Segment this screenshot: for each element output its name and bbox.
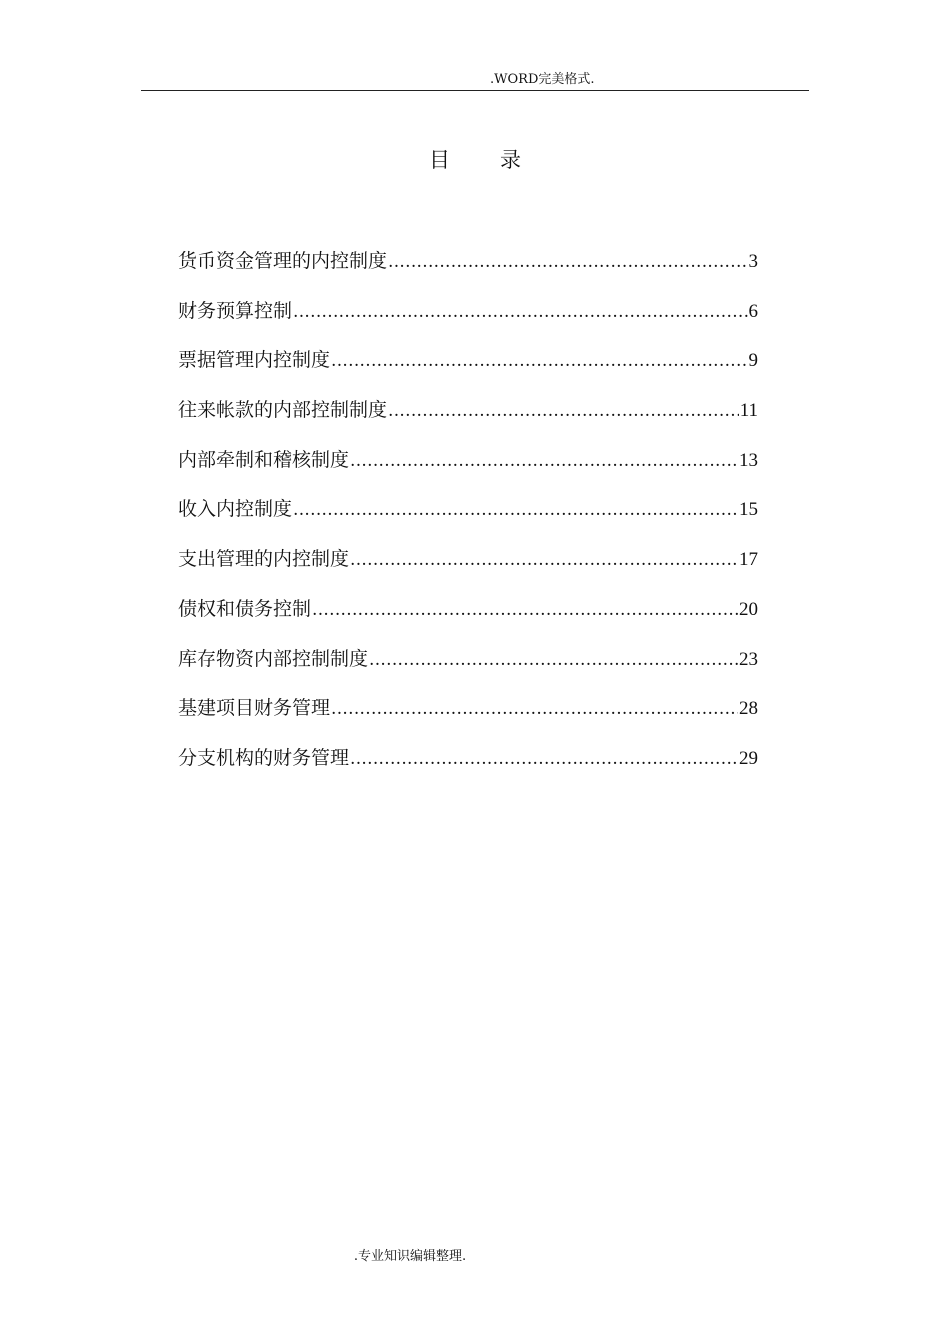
toc-entry[interactable]	[178, 494, 758, 544]
toc-entry[interactable]	[178, 644, 758, 694]
toc-entry-title[interactable]: 债权和债务控制	[178, 597, 312, 620]
toc-leader	[331, 346, 747, 376]
toc-entry[interactable]	[178, 345, 758, 395]
toc-page-number[interactable]: 23	[739, 648, 758, 670]
toc-page-number[interactable]: 13	[739, 449, 758, 471]
toc-page-number[interactable]: 9	[748, 350, 758, 372]
toc-page-number[interactable]: 3	[748, 251, 758, 272]
toc-leader	[331, 694, 738, 724]
toc-entry-title[interactable]: 票据管理内控制度	[178, 349, 331, 372]
toc-leader	[293, 495, 738, 525]
toc-page-number[interactable]: 20	[739, 598, 758, 620]
toc-leader	[312, 595, 738, 625]
toc-page-number[interactable]: 17	[739, 549, 758, 571]
toc-entry[interactable]	[178, 445, 758, 495]
toc-title-left: 目	[429, 148, 450, 172]
toc-entry[interactable]	[178, 395, 758, 445]
toc-page-number[interactable]: 11	[739, 400, 758, 422]
toc-leader	[293, 297, 747, 327]
toc-leader	[350, 744, 738, 774]
toc-entry[interactable]	[178, 743, 758, 793]
header-text: .WORD完美格式.	[490, 72, 595, 87]
toc-entry-title[interactable]: 支出管理的内控制度	[178, 548, 350, 571]
toc-entry-title[interactable]: 收入内控制度	[178, 498, 293, 521]
toc-leader	[388, 247, 747, 277]
toc-entry[interactable]	[178, 296, 758, 346]
toc-entry-title[interactable]: 往来帐款的内部控制制度	[178, 399, 388, 422]
toc-leader	[388, 396, 739, 426]
toc-entry-title[interactable]: 分支机构的财务管理	[178, 746, 350, 769]
toc-entry[interactable]	[178, 594, 758, 644]
toc-entry-title[interactable]: 货币资金管理的内控制度	[178, 250, 388, 272]
toc-page-number[interactable]: 6	[748, 300, 758, 322]
toc-page-number[interactable]: 29	[739, 747, 758, 769]
page-footer: .专业知识编辑整理.	[353, 1249, 467, 1264]
toc-list	[178, 246, 758, 793]
toc-leader	[350, 446, 738, 476]
toc-entry-title[interactable]: 财务预算控制	[178, 299, 293, 322]
toc-title	[0, 145, 950, 175]
page-header	[141, 72, 809, 91]
toc-leader	[369, 645, 738, 675]
toc-entry[interactable]	[178, 544, 758, 594]
toc-title-right: 录	[500, 148, 521, 172]
toc-entry[interactable]	[178, 246, 758, 296]
toc-page-number[interactable]: 15	[739, 499, 758, 521]
toc-entry-title[interactable]: 内部牵制和稽核制度	[178, 448, 350, 471]
toc-leader	[350, 545, 738, 575]
toc-entry-title[interactable]: 库存物资内部控制制度	[178, 647, 369, 670]
toc-page-number[interactable]: 28	[739, 698, 758, 720]
toc-entry[interactable]	[178, 693, 758, 743]
toc-entry-title[interactable]: 基建项目财务管理	[178, 697, 331, 720]
